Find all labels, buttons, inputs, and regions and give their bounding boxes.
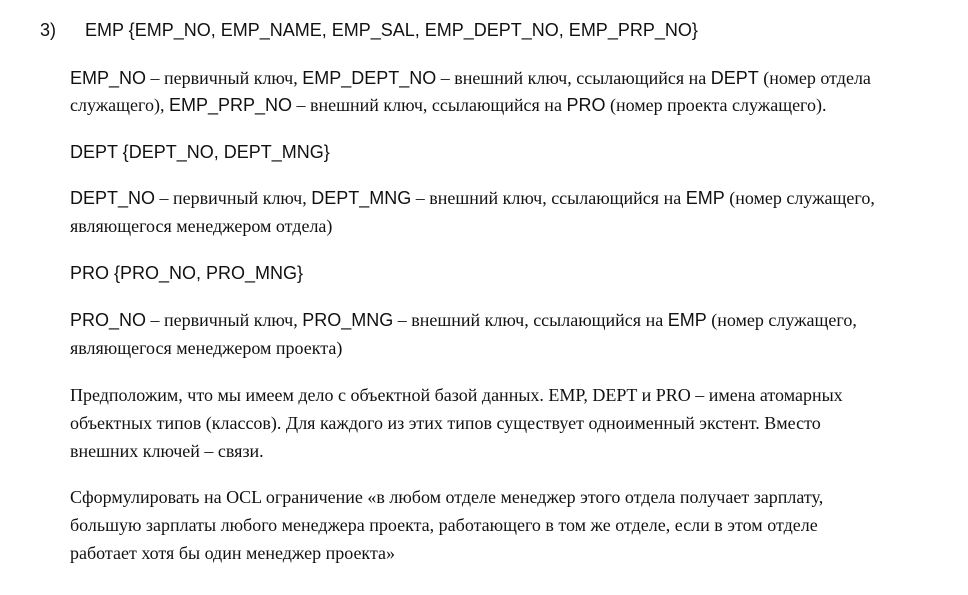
emp-dept-no-key: EMP_DEPT_NO xyxy=(302,68,437,88)
emp-desc-text: – первичный ключ, xyxy=(146,68,303,88)
emp-no-key: EMP_NO xyxy=(70,68,147,88)
assumption-line-1: Предположим, что мы имеем дело с объектной базой данных. EMP, DEPT и PRO – имена атомарных xyxy=(70,385,843,405)
assumption-line-3: внешних ключей – связи. xyxy=(70,441,264,461)
dept-ref: DEPT xyxy=(710,68,759,88)
emp-desc-text: – внешний ключ, ссылающийся на xyxy=(292,95,567,115)
pro-desc-text: – первичный ключ, xyxy=(146,310,303,330)
emp-ref: EMP xyxy=(685,188,725,208)
emp-desc-text: – внешний ключ, ссылающийся на xyxy=(436,68,711,88)
task-line-1: Сформулировать на OCL ограничение «в любом отделе менеджер этого отдела получает зарплату, xyxy=(70,487,824,507)
dept-description-line-2: являющегося менеджером отдела) xyxy=(70,216,333,236)
dept-desc-text: – первичный ключ, xyxy=(155,188,312,208)
dept-description-line-1 xyxy=(70,187,875,209)
dept-desc-text: (номер служащего, xyxy=(724,188,875,208)
emp-desc-text: (номер отдела xyxy=(758,68,871,88)
assumption-line-2: объектных типов (классов). Для каждого из этих типов существует одноименный экстент. Вместо xyxy=(70,413,821,433)
dept-no-key: DEPT_NO xyxy=(70,188,156,208)
pro-ref: PRO xyxy=(566,95,606,115)
dept-schema: DEPT {DEPT_NO, DEPT_MNG} xyxy=(70,142,330,162)
dept-desc-text: – внешний ключ, ссылающийся на xyxy=(411,188,686,208)
pro-schema: PRO {PRO_NO, PRO_MNG} xyxy=(70,263,304,283)
pro-description-line-2: являющегося менеджером проекта) xyxy=(70,338,343,358)
pro-desc-text: – внешний ключ, ссылающийся на xyxy=(393,310,668,330)
pro-mng-key: PRO_MNG xyxy=(302,310,394,330)
emp-desc-text: (номер проекта служащего). xyxy=(605,95,827,115)
emp-description-line-1 xyxy=(70,67,871,89)
emp-ref: EMP xyxy=(667,310,707,330)
pro-desc-text: (номер служащего, xyxy=(706,310,857,330)
task-line-3: работает хотя бы один менеджер проекта» xyxy=(70,543,396,563)
emp-desc-text: служащего), xyxy=(70,95,169,115)
emp-prp-no-key: EMP_PRP_NO xyxy=(168,95,292,115)
pro-no-key: PRO_NO xyxy=(70,310,147,330)
pro-description-line-1 xyxy=(70,309,857,331)
item-number: 3) xyxy=(40,20,57,40)
dept-mng-key: DEPT_MNG xyxy=(311,188,412,208)
task-line-2: большую зарплаты любого менеджера проекта, работающего в том же отделе, если в этом отделе xyxy=(70,515,818,535)
emp-description-line-2 xyxy=(70,94,826,116)
emp-schema: EMP {EMP_NO, EMP_NAME, EMP_SAL, EMP_DEPT_NO, EMP_PRP_NO} xyxy=(85,20,698,40)
